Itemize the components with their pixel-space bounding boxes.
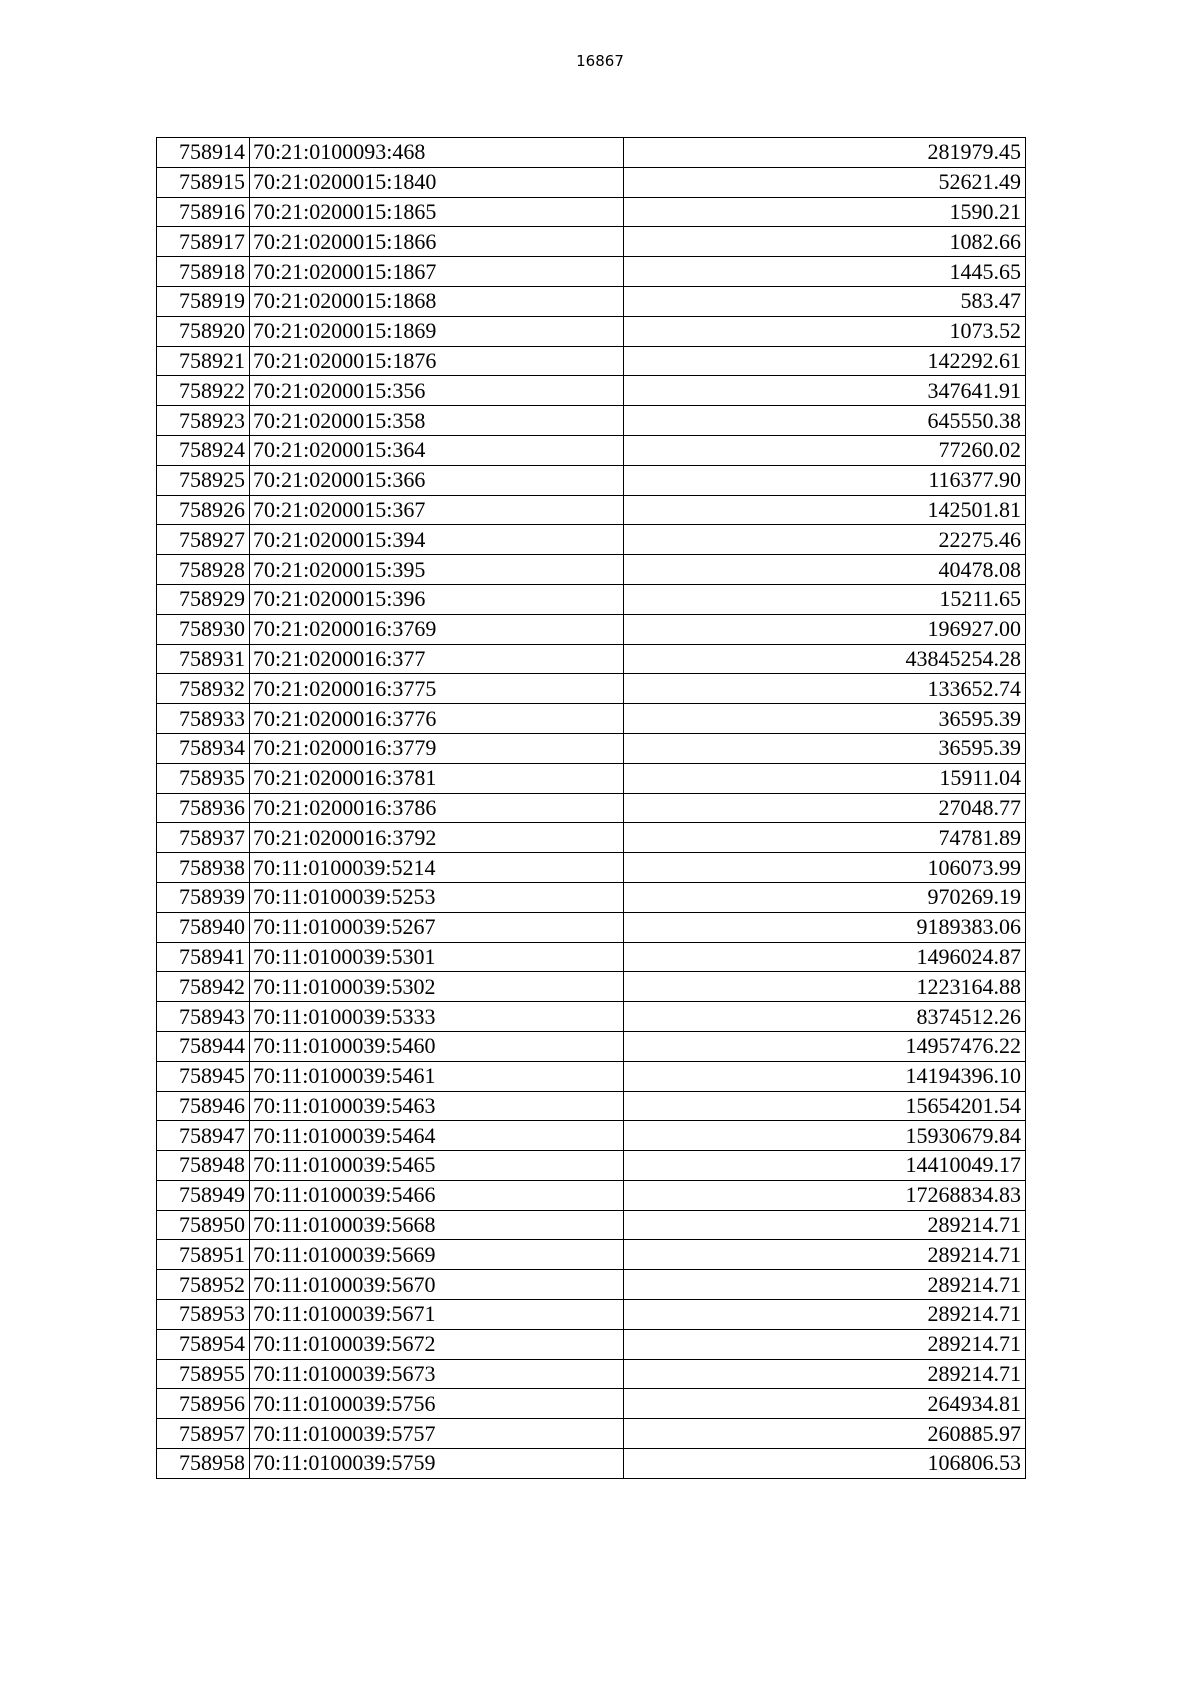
cadastral-number-cell: 70:11:0100039:5756 xyxy=(250,1389,624,1419)
row-id-cell: 758919 xyxy=(157,286,250,316)
table-row xyxy=(157,465,1026,495)
value-cell: 52621.49 xyxy=(624,167,1026,197)
table-row xyxy=(157,674,1026,704)
value-cell: 1496024.87 xyxy=(624,942,1026,972)
cadastral-number-cell: 70:21:0200015:356 xyxy=(250,376,624,406)
row-id-cell: 758921 xyxy=(157,346,250,376)
value-cell: 142501.81 xyxy=(624,495,1026,525)
row-id-cell: 758926 xyxy=(157,495,250,525)
value-cell: 1223164.88 xyxy=(624,972,1026,1002)
table-row xyxy=(157,495,1026,525)
table-row xyxy=(157,1121,1026,1151)
table-row xyxy=(157,1151,1026,1181)
cadastral-number-cell: 70:11:0100039:5757 xyxy=(250,1419,624,1449)
cadastral-number-cell: 70:11:0100039:5214 xyxy=(250,853,624,883)
table-row xyxy=(157,942,1026,972)
value-cell: 14410049.17 xyxy=(624,1151,1026,1181)
cadastral-number-cell: 70:21:0100093:468 xyxy=(250,138,624,168)
cadastral-number-cell: 70:11:0100039:5759 xyxy=(250,1449,624,1479)
table-row xyxy=(157,316,1026,346)
value-cell: 106073.99 xyxy=(624,853,1026,883)
table-row xyxy=(157,912,1026,942)
row-id-cell: 758938 xyxy=(157,853,250,883)
value-cell: 77260.02 xyxy=(624,435,1026,465)
value-cell: 1073.52 xyxy=(624,316,1026,346)
row-id-cell: 758939 xyxy=(157,882,250,912)
cadastral-number-cell: 70:21:0200015:1840 xyxy=(250,167,624,197)
cadastral-number-cell: 70:11:0100039:5301 xyxy=(250,942,624,972)
row-id-cell: 758936 xyxy=(157,793,250,823)
row-id-cell: 758934 xyxy=(157,733,250,763)
cadastral-number-cell: 70:21:0200016:3779 xyxy=(250,733,624,763)
table-row xyxy=(157,1329,1026,1359)
cadastral-number-cell: 70:11:0100039:5460 xyxy=(250,1031,624,1061)
table-row xyxy=(157,1002,1026,1032)
row-id-cell: 758927 xyxy=(157,525,250,555)
value-cell: 289214.71 xyxy=(624,1329,1026,1359)
row-id-cell: 758948 xyxy=(157,1151,250,1181)
table-row xyxy=(157,1091,1026,1121)
value-cell: 36595.39 xyxy=(624,704,1026,734)
table-row xyxy=(157,1270,1026,1300)
cadastral-number-cell: 70:11:0100039:5464 xyxy=(250,1121,624,1151)
table-row xyxy=(157,733,1026,763)
cadastral-number-cell: 70:11:0100039:5671 xyxy=(250,1300,624,1330)
value-cell: 43845254.28 xyxy=(624,644,1026,674)
row-id-cell: 758917 xyxy=(157,227,250,257)
value-cell: 289214.71 xyxy=(624,1359,1026,1389)
row-id-cell: 758956 xyxy=(157,1389,250,1419)
table-row xyxy=(157,1180,1026,1210)
row-id-cell: 758929 xyxy=(157,584,250,614)
cadastral-number-cell: 70:21:0200016:3775 xyxy=(250,674,624,704)
value-cell: 133652.74 xyxy=(624,674,1026,704)
cadastral-number-cell: 70:11:0100039:5668 xyxy=(250,1210,624,1240)
value-cell: 15911.04 xyxy=(624,763,1026,793)
cadastral-number-cell: 70:21:0200015:1869 xyxy=(250,316,624,346)
value-cell: 1590.21 xyxy=(624,197,1026,227)
cadastral-number-cell: 70:21:0200015:367 xyxy=(250,495,624,525)
cadastral-number-cell: 70:21:0200016:3776 xyxy=(250,704,624,734)
cadastral-number-cell: 70:11:0100039:5672 xyxy=(250,1329,624,1359)
row-id-cell: 758943 xyxy=(157,1002,250,1032)
row-id-cell: 758953 xyxy=(157,1300,250,1330)
cadastral-number-cell: 70:11:0100039:5333 xyxy=(250,1002,624,1032)
value-cell: 289214.71 xyxy=(624,1300,1026,1330)
data-table xyxy=(156,137,1026,1479)
table-row xyxy=(157,138,1026,168)
cadastral-number-cell: 70:11:0100039:5670 xyxy=(250,1270,624,1300)
value-cell: 15211.65 xyxy=(624,584,1026,614)
cadastral-number-cell: 70:21:0200015:1866 xyxy=(250,227,624,257)
table-row xyxy=(157,793,1026,823)
table-row xyxy=(157,376,1026,406)
table-row xyxy=(157,346,1026,376)
table-row xyxy=(157,882,1026,912)
row-id-cell: 758945 xyxy=(157,1061,250,1091)
row-id-cell: 758940 xyxy=(157,912,250,942)
cadastral-number-cell: 70:21:0200016:3792 xyxy=(250,823,624,853)
value-cell: 22275.46 xyxy=(624,525,1026,555)
value-cell: 264934.81 xyxy=(624,1389,1026,1419)
row-id-cell: 758944 xyxy=(157,1031,250,1061)
table-row xyxy=(157,525,1026,555)
value-cell: 289214.71 xyxy=(624,1210,1026,1240)
row-id-cell: 758951 xyxy=(157,1240,250,1270)
cadastral-number-cell: 70:21:0200015:1867 xyxy=(250,257,624,287)
row-id-cell: 758952 xyxy=(157,1270,250,1300)
row-id-cell: 758932 xyxy=(157,674,250,704)
cadastral-number-cell: 70:21:0200016:3769 xyxy=(250,614,624,644)
table-row xyxy=(157,1300,1026,1330)
value-cell: 289214.71 xyxy=(624,1240,1026,1270)
row-id-cell: 758949 xyxy=(157,1180,250,1210)
table-row xyxy=(157,614,1026,644)
table-row xyxy=(157,227,1026,257)
value-cell: 14957476.22 xyxy=(624,1031,1026,1061)
row-id-cell: 758957 xyxy=(157,1419,250,1449)
cadastral-number-cell: 70:11:0100039:5253 xyxy=(250,882,624,912)
value-cell: 289214.71 xyxy=(624,1270,1026,1300)
value-cell: 583.47 xyxy=(624,286,1026,316)
cadastral-number-cell: 70:11:0100039:5461 xyxy=(250,1061,624,1091)
row-id-cell: 758920 xyxy=(157,316,250,346)
cadastral-number-cell: 70:11:0100039:5673 xyxy=(250,1359,624,1389)
row-id-cell: 758915 xyxy=(157,167,250,197)
value-cell: 8374512.26 xyxy=(624,1002,1026,1032)
table-row xyxy=(157,823,1026,853)
cadastral-number-cell: 70:11:0100039:5463 xyxy=(250,1091,624,1121)
table-row xyxy=(157,1240,1026,1270)
table-row xyxy=(157,1210,1026,1240)
cadastral-number-cell: 70:21:0200015:395 xyxy=(250,555,624,585)
page-number: 16867 xyxy=(576,52,624,70)
row-id-cell: 758950 xyxy=(157,1210,250,1240)
row-id-cell: 758914 xyxy=(157,138,250,168)
row-id-cell: 758923 xyxy=(157,406,250,436)
table-row xyxy=(157,763,1026,793)
row-id-cell: 758947 xyxy=(157,1121,250,1151)
value-cell: 36595.39 xyxy=(624,733,1026,763)
table-row xyxy=(157,1359,1026,1389)
row-id-cell: 758928 xyxy=(157,555,250,585)
table-row xyxy=(157,1419,1026,1449)
value-cell: 281979.45 xyxy=(624,138,1026,168)
table-row xyxy=(157,972,1026,1002)
table-row xyxy=(157,1061,1026,1091)
value-cell: 40478.08 xyxy=(624,555,1026,585)
table-row xyxy=(157,584,1026,614)
value-cell: 347641.91 xyxy=(624,376,1026,406)
value-cell: 9189383.06 xyxy=(624,912,1026,942)
value-cell: 260885.97 xyxy=(624,1419,1026,1449)
value-cell: 1082.66 xyxy=(624,227,1026,257)
row-id-cell: 758918 xyxy=(157,257,250,287)
row-id-cell: 758930 xyxy=(157,614,250,644)
cadastral-number-cell: 70:21:0200015:366 xyxy=(250,465,624,495)
table-row xyxy=(157,167,1026,197)
cadastral-number-cell: 70:21:0200016:3786 xyxy=(250,793,624,823)
table-row xyxy=(157,1389,1026,1419)
value-cell: 645550.38 xyxy=(624,406,1026,436)
row-id-cell: 758916 xyxy=(157,197,250,227)
table-row xyxy=(157,406,1026,436)
cadastral-number-cell: 70:21:0200016:3781 xyxy=(250,763,624,793)
value-cell: 74781.89 xyxy=(624,823,1026,853)
value-cell: 116377.90 xyxy=(624,465,1026,495)
value-cell: 15930679.84 xyxy=(624,1121,1026,1151)
table-row xyxy=(157,704,1026,734)
table-row xyxy=(157,644,1026,674)
row-id-cell: 758955 xyxy=(157,1359,250,1389)
row-id-cell: 758941 xyxy=(157,942,250,972)
row-id-cell: 758925 xyxy=(157,465,250,495)
cadastral-number-cell: 70:21:0200015:358 xyxy=(250,406,624,436)
cadastral-number-cell: 70:21:0200015:396 xyxy=(250,584,624,614)
value-cell: 17268834.83 xyxy=(624,1180,1026,1210)
table-row xyxy=(157,1031,1026,1061)
row-id-cell: 758931 xyxy=(157,644,250,674)
value-cell: 196927.00 xyxy=(624,614,1026,644)
table-row xyxy=(157,1449,1026,1479)
cadastral-number-cell: 70:21:0200015:394 xyxy=(250,525,624,555)
value-cell: 14194396.10 xyxy=(624,1061,1026,1091)
row-id-cell: 758958 xyxy=(157,1449,250,1479)
row-id-cell: 758933 xyxy=(157,704,250,734)
row-id-cell: 758924 xyxy=(157,435,250,465)
cadastral-number-cell: 70:21:0200015:364 xyxy=(250,435,624,465)
cadastral-number-cell: 70:21:0200016:377 xyxy=(250,644,624,674)
row-id-cell: 758946 xyxy=(157,1091,250,1121)
table-row xyxy=(157,555,1026,585)
table-row xyxy=(157,853,1026,883)
value-cell: 1445.65 xyxy=(624,257,1026,287)
value-cell: 106806.53 xyxy=(624,1449,1026,1479)
value-cell: 142292.61 xyxy=(624,346,1026,376)
table-row xyxy=(157,286,1026,316)
row-id-cell: 758937 xyxy=(157,823,250,853)
table-row xyxy=(157,197,1026,227)
cadastral-number-cell: 70:11:0100039:5669 xyxy=(250,1240,624,1270)
cadastral-number-cell: 70:21:0200015:1868 xyxy=(250,286,624,316)
cadastral-number-cell: 70:21:0200015:1876 xyxy=(250,346,624,376)
cadastral-number-cell: 70:11:0100039:5267 xyxy=(250,912,624,942)
table-row xyxy=(157,435,1026,465)
table-row xyxy=(157,257,1026,287)
value-cell: 27048.77 xyxy=(624,793,1026,823)
cadastral-number-cell: 70:11:0100039:5465 xyxy=(250,1151,624,1181)
row-id-cell: 758935 xyxy=(157,763,250,793)
row-id-cell: 758942 xyxy=(157,972,250,1002)
row-id-cell: 758922 xyxy=(157,376,250,406)
cadastral-number-cell: 70:21:0200015:1865 xyxy=(250,197,624,227)
cadastral-number-cell: 70:11:0100039:5302 xyxy=(250,972,624,1002)
table-body xyxy=(157,138,1026,1479)
cadastral-number-cell: 70:11:0100039:5466 xyxy=(250,1180,624,1210)
value-cell: 970269.19 xyxy=(624,882,1026,912)
row-id-cell: 758954 xyxy=(157,1329,250,1359)
value-cell: 15654201.54 xyxy=(624,1091,1026,1121)
